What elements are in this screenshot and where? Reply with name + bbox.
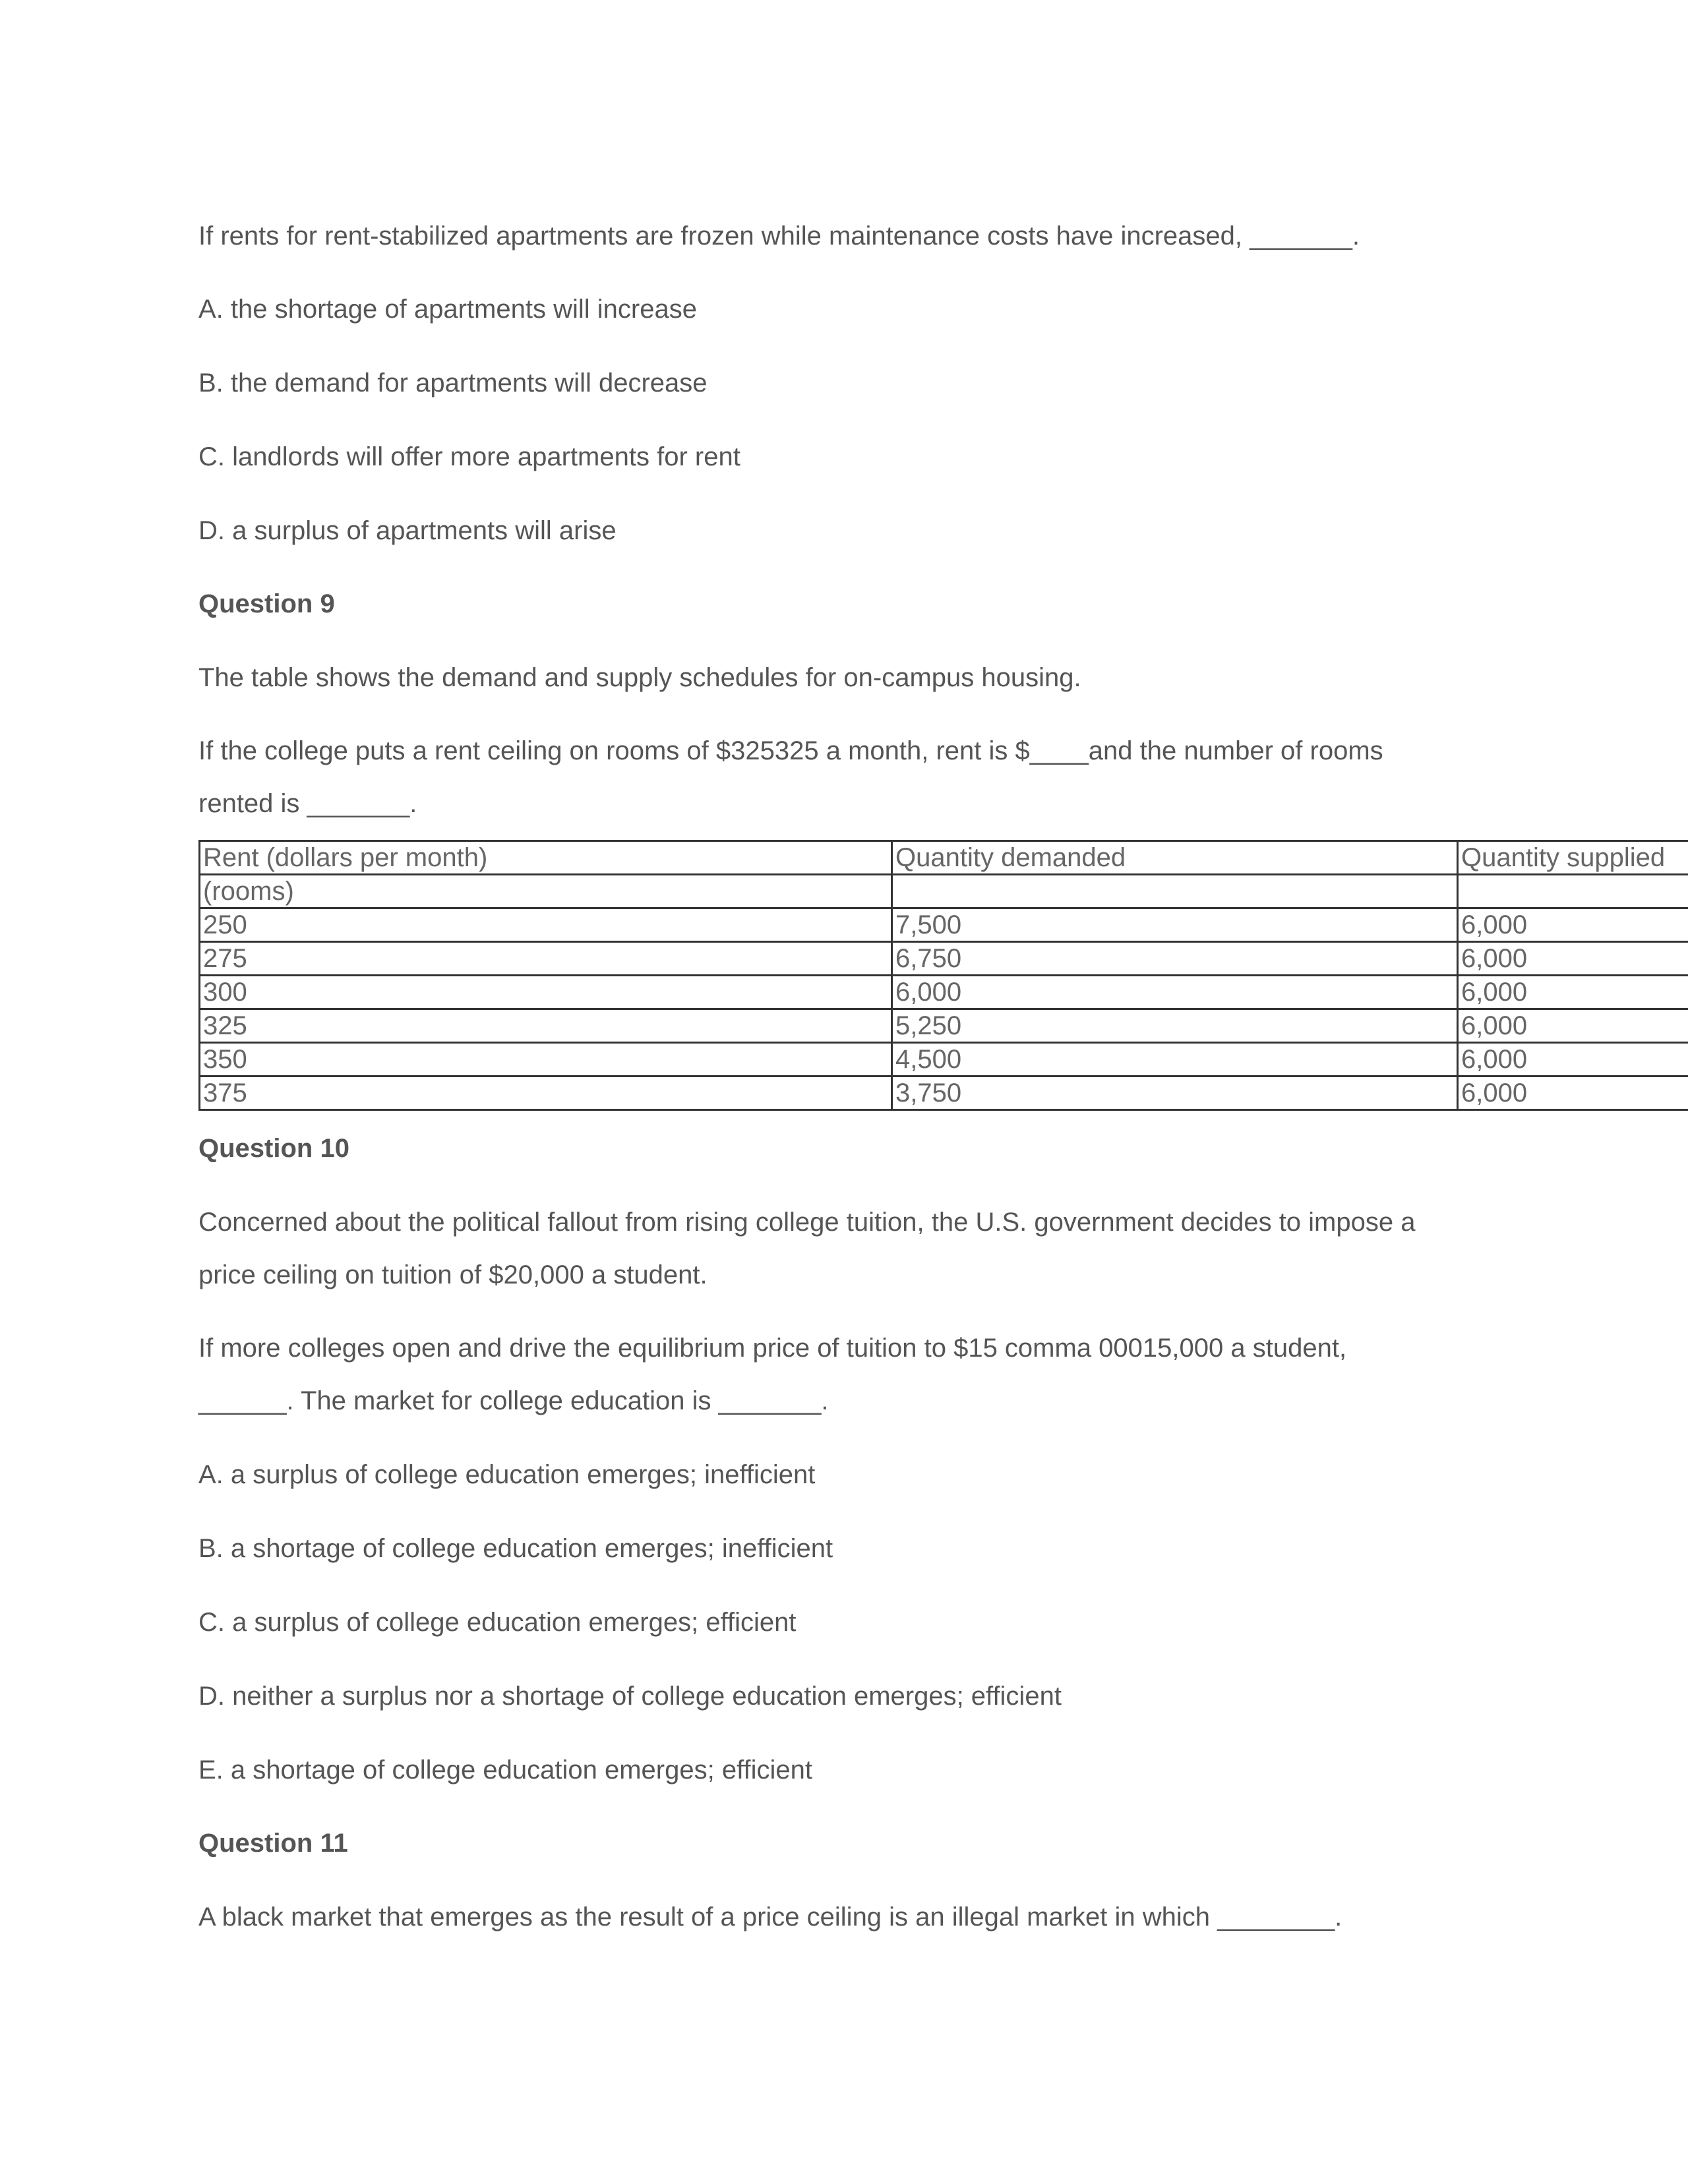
table-header-row bbox=[200, 841, 1688, 875]
cell-supplied: 6,000 bbox=[1458, 1009, 1688, 1043]
q8-option-b: B. the demand for apartments will decrease bbox=[198, 369, 708, 398]
q8-stem: If rents for rent-stabilized apartments are frozen while maintenance costs have increased, _______. bbox=[198, 221, 1360, 251]
cell-rent: 250 bbox=[200, 908, 892, 942]
q10-option-c: C. a surplus of college education emerges; efficient bbox=[198, 1608, 797, 1637]
cell-rent: 375 bbox=[200, 1077, 892, 1110]
table-row bbox=[200, 1077, 1688, 1110]
q10-option-a: A. a surplus of college education emerges; inefficient bbox=[198, 1460, 816, 1489]
cell-rent: 275 bbox=[200, 942, 892, 976]
q10-intro-line1: Concerned about the political fallout from rising college tuition, the U.S. government decides to impose a bbox=[198, 1208, 1416, 1237]
q9-stem-line1: If the college puts a rent ceiling on rooms of $325325 a month, rent is $____and the number of rooms bbox=[198, 736, 1383, 765]
cell-demanded: 4,500 bbox=[892, 1043, 1458, 1077]
cell-rent: 350 bbox=[200, 1043, 892, 1077]
q8-option-d: D. a surplus of apartments will arise bbox=[198, 516, 617, 545]
table-row bbox=[200, 1009, 1688, 1043]
cell-demanded: 5,250 bbox=[892, 1009, 1458, 1043]
cell-supplied: 6,000 bbox=[1458, 976, 1688, 1009]
table-row bbox=[200, 976, 1688, 1009]
table-row bbox=[200, 942, 1688, 976]
q9-intro: The table shows the demand and supply schedules for on-campus housing. bbox=[198, 663, 1081, 692]
q9-heading: Question 9 bbox=[198, 589, 335, 618]
cell-demanded: 6,000 bbox=[892, 976, 1458, 1009]
q10-stem-line1: If more colleges open and drive the equilibrium price of tuition to $15 comma 00015,000 a student, bbox=[198, 1334, 1347, 1363]
q10-option-b: B. a shortage of college education emerges; inefficient bbox=[198, 1534, 833, 1563]
header-rent: Rent (dollars per month) bbox=[200, 841, 892, 875]
q10-heading: Question 10 bbox=[198, 1134, 349, 1163]
table-row bbox=[200, 908, 1688, 942]
cell-demanded: 6,750 bbox=[892, 942, 1458, 976]
cell-supplied: 6,000 bbox=[1458, 1043, 1688, 1077]
header-quantity-supplied: Quantity supplied bbox=[1458, 841, 1688, 875]
table-subheader-row bbox=[200, 875, 1688, 908]
subheader-rooms: (rooms) bbox=[200, 875, 892, 908]
q8-option-c: C. landlords will offer more apartments for rent bbox=[198, 442, 740, 471]
cell-rent: 325 bbox=[200, 1009, 892, 1043]
cell-supplied: 6,000 bbox=[1458, 1077, 1688, 1110]
q10-option-e: E. a shortage of college education emerges; efficient bbox=[198, 1756, 812, 1785]
q10-option-d: D. neither a surplus nor a shortage of college education emerges; efficient bbox=[198, 1682, 1062, 1711]
q9-stem-line2: rented is _______. bbox=[198, 789, 417, 818]
cell-supplied: 6,000 bbox=[1458, 908, 1688, 942]
cell-demanded: 3,750 bbox=[892, 1077, 1458, 1110]
cell-rent: 300 bbox=[200, 976, 892, 1009]
q11-stem: A black market that emerges as the result of a price ceiling is an illegal market in which ________. bbox=[198, 1903, 1342, 1932]
header-quantity-demanded: Quantity demanded bbox=[892, 841, 1458, 875]
q11-heading: Question 11 bbox=[198, 1829, 348, 1858]
cell-demanded: 7,500 bbox=[892, 908, 1458, 942]
q10-intro-line2: price ceiling on tuition of $20,000 a student. bbox=[198, 1260, 708, 1289]
table-row bbox=[200, 1043, 1688, 1077]
housing-schedule-table bbox=[198, 840, 1688, 1111]
q10-stem-line2: ______. The market for college education is _______. bbox=[198, 1386, 829, 1415]
cell-supplied: 6,000 bbox=[1458, 942, 1688, 976]
q8-option-a: A. the shortage of apartments will increase bbox=[198, 295, 697, 324]
